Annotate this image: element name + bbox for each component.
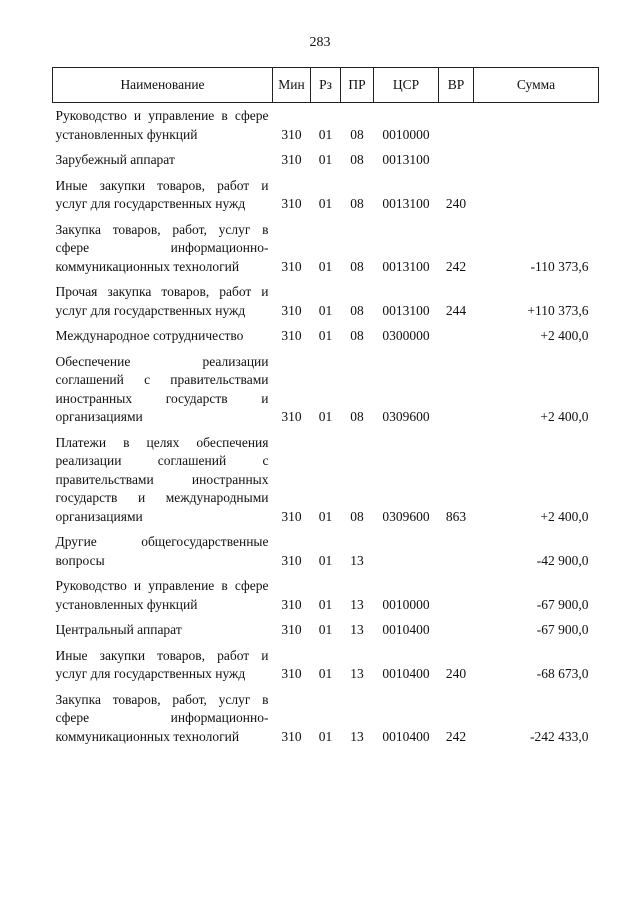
row-vr [439,147,474,173]
row-rz: 01 [318,126,333,142]
row-name: Закупка товаров, работ, услуг в сфере информационно-коммуникационных технологий [55,221,269,274]
row-name: Прочая закупка товаров, работ и услуг для государственных нужд [55,284,269,318]
table-header-row [53,68,599,103]
table-row [53,279,599,323]
row-rz: 01 [318,552,333,568]
row-csr: 0010400 [382,666,430,681]
row-rz: 01 [318,728,333,744]
row-rz: 01 [318,258,333,274]
row-pr: 08 [350,152,364,167]
row-pr: 08 [350,196,364,211]
row-vr: 240 [445,666,467,681]
row-min: 310 [281,302,302,318]
row-min: 310 [281,126,302,142]
table-row [53,103,599,148]
row-sum: -42 900,0 [536,552,589,568]
row-sum: -67 900,0 [536,596,589,612]
header-sum: Сумма [474,68,599,103]
row-name: Платежи в целях обеспечения реализации соглашений с правительствами иностранных государств и международными организациями [55,434,269,524]
row-rz: 01 [318,508,333,524]
row-min: 310 [281,258,302,274]
row-csr: 0010000 [382,126,430,142]
row-min: 310 [281,552,302,568]
row-sum: -110 373,6 [530,258,589,274]
row-csr: 0013100 [382,302,430,318]
row-csr: 0010400 [382,728,430,744]
row-name: Международное сотрудничество [55,328,244,343]
row-rz: 01 [318,196,333,211]
table-row [53,687,599,750]
table-row [53,573,599,617]
row-sum: +2 400,0 [540,409,589,424]
row-sum: +2 400,0 [540,508,589,524]
row-sum [474,103,599,148]
page-number: 283 [309,35,331,50]
row-pr: 08 [350,302,364,318]
row-vr [439,349,474,430]
header-min: Мин [273,68,311,103]
row-name: Зарубежный аппарат [55,152,175,167]
row-min: 310 [281,196,302,211]
table-row [53,173,599,217]
row-vr: 242 [445,258,467,274]
row-csr: 0013100 [382,152,430,167]
row-sum: -67 900,0 [536,622,589,637]
row-csr: 0010000 [382,596,430,612]
table-row [53,430,599,530]
row-vr [439,103,474,148]
row-vr [439,573,474,617]
row-sum: +110 373,6 [527,302,589,318]
header-csr: ЦСР [374,68,439,103]
row-pr: 08 [350,508,364,524]
row-min: 310 [281,666,302,681]
row-vr: 240 [445,196,467,211]
table-row [53,349,599,430]
table-row [53,529,599,573]
row-rz: 01 [318,302,333,318]
row-csr: 0013100 [382,258,430,274]
row-min: 310 [281,152,302,167]
row-sum [474,173,599,217]
row-sum [474,147,599,173]
row-sum: -242 433,0 [530,728,589,744]
row-min: 310 [281,596,302,612]
row-min: 310 [281,409,302,424]
row-name: Центральный аппарат [55,622,182,637]
row-sum: +2 400,0 [540,328,589,343]
row-rz: 01 [318,666,333,681]
row-csr: 0300000 [382,328,430,343]
header-pr: ПР [341,68,374,103]
row-rz: 01 [318,328,333,343]
row-pr: 13 [350,596,364,612]
row-vr: 863 [445,508,467,524]
row-rz: 01 [318,596,333,612]
row-name: Руководство и управление в сфере установленных функций [55,108,269,142]
row-min: 310 [281,328,302,343]
table-row [53,617,599,643]
table-row [53,147,599,173]
row-pr: 13 [350,552,364,568]
header-rz: Рз [311,68,341,103]
header-name: Наименование [53,68,273,103]
row-pr: 08 [350,258,364,274]
row-name: Обеспечение реализации соглашений с правительствами иностранных государств и организациями [55,353,269,424]
row-min: 310 [281,622,302,637]
row-pr: 08 [350,409,364,424]
row-name: Руководство и управление в сфере установленных функций [55,578,269,612]
table-row [53,217,599,280]
row-vr [439,617,474,643]
row-min: 310 [281,508,302,524]
budget-table [52,67,599,749]
row-rz: 01 [318,409,333,424]
row-csr: 0010400 [382,622,430,637]
row-name: Иные закупки товаров, работ и услуг для государственных нужд [55,647,269,681]
row-vr: 244 [445,302,467,318]
row-pr: 13 [350,728,364,744]
row-pr: 08 [350,328,364,343]
row-rz: 01 [318,622,333,637]
table-row [53,323,599,349]
row-min: 310 [281,728,302,744]
row-pr: 13 [350,666,364,681]
row-vr: 242 [445,728,467,744]
row-name: Закупка товаров, работ, услуг в сфере информационно-коммуникационных технологий [55,691,269,744]
row-pr: 08 [350,126,364,142]
row-pr: 13 [350,622,364,637]
row-csr: 0013100 [382,196,430,211]
row-rz: 01 [318,152,333,167]
row-csr: 0309600 [382,508,430,524]
row-csr: 0309600 [382,409,430,424]
row-name: Другие общегосударственные вопросы [55,534,269,568]
row-csr [374,529,439,573]
row-vr [439,323,474,349]
row-name: Иные закупки товаров, работ и услуг для государственных нужд [55,177,269,211]
row-sum: -68 673,0 [536,666,589,681]
row-vr [439,529,474,573]
table-row [53,643,599,687]
header-vr: ВР [439,68,474,103]
